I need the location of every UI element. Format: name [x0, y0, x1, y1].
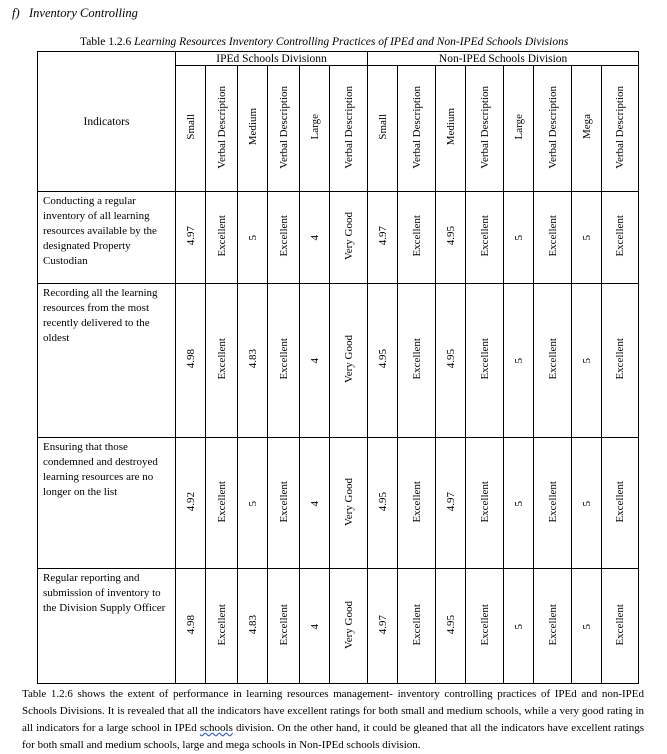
- value-text: Excellent: [215, 480, 228, 523]
- value-cell: [206, 569, 238, 684]
- value-cell: [330, 569, 368, 684]
- value-text: 5: [580, 235, 593, 241]
- column-header: [572, 66, 602, 192]
- value-text: 5: [512, 623, 525, 629]
- value-cell: [504, 192, 534, 284]
- value-cell: [504, 284, 534, 438]
- value-text: 4.95: [444, 349, 457, 369]
- value-cell: [436, 569, 466, 684]
- value-cell: [572, 438, 602, 569]
- indicator-cell: Conducting a regular inventory of all learning resources available by the designated Property Custodian: [38, 192, 176, 284]
- value-text: 5: [512, 500, 525, 506]
- column-header-label: Verbal Description: [410, 85, 423, 169]
- value-cell: [398, 438, 436, 569]
- column-header-label: Medium: [246, 108, 259, 146]
- column-header-label: Small: [376, 114, 389, 140]
- value-text: Excellent: [614, 338, 627, 380]
- value-text: Excellent: [215, 215, 228, 257]
- column-header-label: Large: [308, 114, 321, 140]
- value-text: Excellent: [478, 338, 491, 380]
- value-text: Excellent: [215, 603, 228, 646]
- value-text: Excellent: [614, 480, 627, 523]
- value-cell: [330, 192, 368, 284]
- value-cell: [368, 438, 398, 569]
- column-header: [398, 66, 436, 192]
- value-text: 4.92: [184, 491, 197, 512]
- group-header-non-ipeds: Non-IPEd Schools Division: [368, 52, 639, 66]
- value-text: Excellent: [478, 603, 491, 646]
- value-cell: [368, 284, 398, 438]
- value-cell: [268, 192, 300, 284]
- value-text: Excellent: [215, 338, 228, 380]
- value-cell: [206, 438, 238, 569]
- value-text: 4.95: [444, 614, 457, 635]
- value-cell: [238, 438, 268, 569]
- value-cell: [398, 284, 436, 438]
- value-cell: [534, 569, 572, 684]
- table-row: [38, 438, 639, 569]
- column-header: [466, 66, 504, 192]
- column-header-label: Large: [512, 114, 525, 140]
- value-text: 4.95: [376, 349, 389, 369]
- value-cell: [466, 569, 504, 684]
- value-text: 4.97: [376, 614, 389, 635]
- value-text: 5: [246, 235, 259, 241]
- spellcheck-flagged-word: schools: [199, 722, 233, 734]
- column-header: [504, 66, 534, 192]
- value-text: Excellent: [410, 480, 423, 523]
- column-header: [206, 66, 238, 192]
- group-header-row: [38, 52, 639, 66]
- column-header: [330, 66, 368, 192]
- value-text: Very Good: [342, 335, 355, 383]
- column-header: [176, 66, 206, 192]
- section-title: Inventory Controlling: [29, 6, 138, 20]
- value-cell: [268, 438, 300, 569]
- value-text: Excellent: [614, 603, 627, 646]
- group-header-ipeds: IPEd Schools Divisionn: [176, 52, 368, 66]
- table-number: Table 1.2.6: [80, 36, 132, 48]
- value-cell: [534, 192, 572, 284]
- value-cell: [504, 569, 534, 684]
- column-header: [436, 66, 466, 192]
- value-cell: [398, 192, 436, 284]
- value-cell: [238, 192, 268, 284]
- value-text: Excellent: [546, 338, 559, 380]
- value-text: Excellent: [546, 215, 559, 257]
- value-text: 5: [512, 235, 525, 241]
- indicators-header: Indicators: [38, 52, 176, 192]
- value-cell: [206, 192, 238, 284]
- value-text: 4.95: [376, 491, 389, 512]
- value-text: 5: [512, 358, 525, 364]
- value-cell: [300, 284, 330, 438]
- column-header: [534, 66, 572, 192]
- column-header-label: Small: [184, 114, 197, 140]
- value-cell: [238, 569, 268, 684]
- value-text: 4.98: [184, 349, 197, 369]
- value-cell: [602, 438, 639, 569]
- value-cell: [534, 284, 572, 438]
- summary-paragraph: [22, 686, 644, 754]
- value-text: Excellent: [478, 215, 491, 257]
- value-cell: [602, 284, 639, 438]
- value-text: 4.95: [444, 226, 457, 246]
- column-header-label: Verbal Description: [342, 85, 355, 169]
- value-text: 4: [308, 235, 321, 241]
- value-cell: [466, 192, 504, 284]
- column-header-label: Medium: [444, 108, 457, 146]
- value-cell: [572, 284, 602, 438]
- indicator-cell: Regular reporting and submission of inventory to the Division Supply Officer: [38, 569, 176, 684]
- section-marker: f): [12, 6, 20, 20]
- value-text: Excellent: [410, 338, 423, 380]
- value-cell: [602, 569, 639, 684]
- value-text: 4: [308, 358, 321, 364]
- value-text: Excellent: [277, 603, 290, 646]
- table-row: [38, 192, 639, 284]
- column-header-label: Verbal Description: [277, 85, 290, 169]
- value-cell: [238, 284, 268, 438]
- table-title: Learning Resources Inventory Controlling Practices of IPEd and Non-IPEd Schools Divisions: [134, 36, 569, 48]
- value-text: 4.97: [184, 226, 197, 246]
- value-text: Very Good: [342, 477, 355, 526]
- value-text: Very Good: [342, 212, 355, 260]
- value-text: 4.97: [444, 491, 457, 512]
- column-header: [300, 66, 330, 192]
- section-heading: [12, 6, 138, 21]
- value-cell: [436, 438, 466, 569]
- column-header: [602, 66, 639, 192]
- value-cell: [466, 438, 504, 569]
- value-text: Very Good: [342, 600, 355, 649]
- value-cell: [330, 284, 368, 438]
- table-caption: [80, 36, 568, 48]
- column-header-label: Verbal Description: [215, 85, 228, 169]
- value-cell: [300, 569, 330, 684]
- value-cell: [572, 192, 602, 284]
- value-text: 5: [580, 500, 593, 506]
- value-text: 4.98: [184, 614, 197, 635]
- value-text: 4.83: [246, 614, 259, 635]
- value-cell: [572, 569, 602, 684]
- value-text: Excellent: [614, 215, 627, 257]
- value-text: Excellent: [277, 480, 290, 523]
- value-cell: [176, 284, 206, 438]
- inventory-table: [37, 51, 639, 684]
- value-cell: [268, 284, 300, 438]
- value-text: Excellent: [546, 480, 559, 523]
- value-text: 5: [246, 500, 259, 506]
- value-text: Excellent: [478, 480, 491, 523]
- table-row: [38, 569, 639, 684]
- column-header: [238, 66, 268, 192]
- value-cell: [268, 569, 300, 684]
- column-header-label: Verbal Description: [546, 85, 559, 169]
- value-cell: [300, 192, 330, 284]
- value-cell: [206, 284, 238, 438]
- indicator-cell: Recording all the learning resources from the most recently delivered to the oldest: [38, 284, 176, 438]
- value-cell: [398, 569, 436, 684]
- value-text: Excellent: [410, 603, 423, 646]
- column-header-label: Mega: [580, 114, 593, 140]
- value-text: 4.97: [376, 226, 389, 246]
- value-cell: [602, 192, 639, 284]
- value-cell: [330, 438, 368, 569]
- column-header: [268, 66, 300, 192]
- paragraph-text: Table 1.2.6 shows the extent of performance in learning resources management- inventory controlling practices of IPEd and non-IPEd Schools Divisions. It is revealed that all the indicators have excellent ratings for both small and medium schools, while a very good rating in all indicators for a large school in IPEd: [22, 688, 644, 734]
- table-row: [38, 284, 639, 438]
- value-text: Excellent: [277, 215, 290, 257]
- value-cell: [300, 438, 330, 569]
- value-cell: [176, 569, 206, 684]
- value-text: 5: [580, 358, 593, 364]
- column-header-label: Verbal Description: [478, 85, 491, 169]
- value-text: Excellent: [277, 338, 290, 380]
- value-cell: [436, 192, 466, 284]
- value-text: 4: [308, 500, 321, 506]
- column-header: [368, 66, 398, 192]
- value-cell: [176, 192, 206, 284]
- value-cell: [368, 192, 398, 284]
- value-text: Excellent: [410, 215, 423, 257]
- value-cell: [504, 438, 534, 569]
- column-header-label: Verbal Description: [614, 85, 627, 169]
- value-text: 4: [308, 623, 321, 629]
- value-cell: [368, 569, 398, 684]
- value-text: 4.83: [246, 349, 259, 369]
- value-cell: [436, 284, 466, 438]
- value-cell: [176, 438, 206, 569]
- value-cell: [466, 284, 504, 438]
- value-text: 5: [580, 623, 593, 629]
- value-text: Excellent: [546, 603, 559, 646]
- value-cell: [534, 438, 572, 569]
- indicator-cell: Ensuring that those condemned and destroyed learning resources are no longer on the list: [38, 438, 176, 569]
- paragraph-text-continued: division. On the other hand, it could be gleaned that all the indicators have excellent ratings for both small and medium schools, large and mega schools in Non-IPEd schools division.: [22, 722, 644, 751]
